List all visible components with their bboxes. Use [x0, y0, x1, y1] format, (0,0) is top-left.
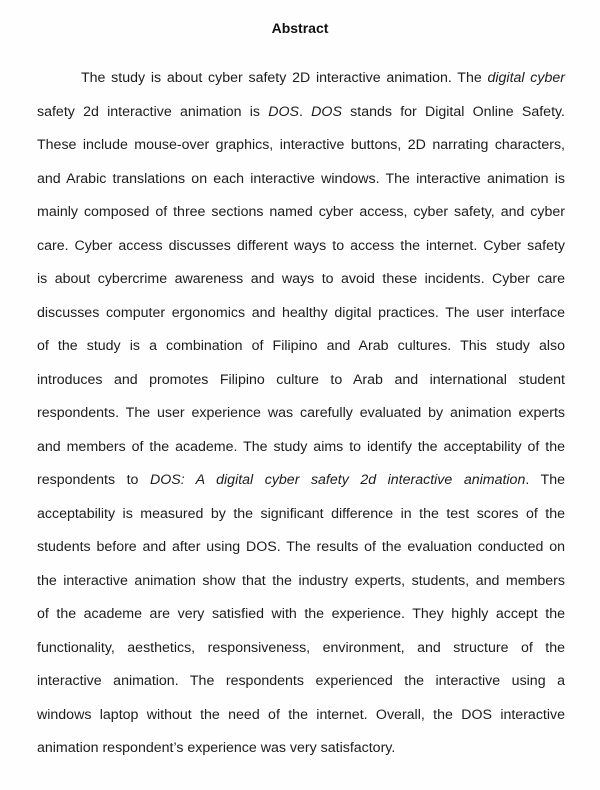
paragraph-line	[37, 263, 565, 297]
paragraph-line	[37, 732, 565, 766]
paragraph-line	[37, 498, 565, 532]
paragraph-line	[37, 632, 565, 666]
text-segment: introduces and promotes Filipino culture to Arab and international student	[37, 371, 565, 388]
text-segment: the interactive animation show that the industry experts, students, and members	[37, 572, 565, 589]
italic-text: DOS	[268, 103, 299, 120]
paragraph-line	[37, 364, 565, 398]
italic-text: DOS	[311, 103, 342, 120]
paragraph-line	[37, 531, 565, 565]
text-segment: and members of the academe. The study aims to identify the acceptability of the	[37, 438, 565, 455]
text-segment: discusses computer ergonomics and healthy digital practices. The user interface	[37, 304, 565, 321]
text-segment: and Arabic translations on each interactive windows. The interactive animation is	[37, 170, 565, 187]
text-segment: windows laptop without the need of the internet. Overall, the DOS interactive	[37, 706, 565, 723]
paragraph-line	[37, 665, 565, 699]
text-segment: is about cybercrime awareness and ways to avoid these incidents. Cyber care	[37, 271, 565, 287]
text-segment: .	[298, 103, 312, 120]
paragraph-line	[37, 196, 565, 230]
italic-text: DOS: A digital cyber safety 2d interactive animation	[149, 472, 526, 488]
text-segment: care. Cyber access discusses different ways to access the internet. Cyber safety	[37, 237, 565, 254]
text-segment: respondents to	[37, 472, 150, 488]
text-segment: of the academe are very satisfied with the experience. They highly accept the	[37, 606, 565, 622]
text-segment: respondents. The user experience was carefully evaluated by animation experts	[37, 405, 565, 421]
text-segment: of the study is a combination of Filipino and Arab cultures. This study also	[37, 338, 565, 354]
text-segment: functionality, aesthetics, responsiveness, environment, and structure of the	[37, 639, 565, 656]
text-segment: stands for Digital Online Safety.	[341, 103, 565, 120]
paragraph-line	[37, 163, 565, 197]
abstract-body	[37, 62, 565, 766]
text-segment: The study is about cyber safety 2D interactive animation. The	[81, 70, 488, 86]
paragraph-line	[37, 297, 565, 331]
abstract-heading: Abstract	[271, 20, 329, 36]
paragraph-line	[37, 565, 565, 599]
text-segment: mainly composed of three sections named cyber access, cyber safety, and cyber	[37, 204, 565, 220]
text-segment: These include mouse-over graphics, interactive buttons, 2D narrating characters,	[37, 137, 565, 153]
text-segment: acceptability is measured by the significant difference in the test scores of the	[37, 505, 565, 522]
paragraph-line	[37, 464, 565, 498]
text-segment: animation respondent’s experience was very satisfactory.	[37, 740, 396, 756]
paragraph-line	[37, 230, 565, 264]
paragraph-line	[37, 431, 565, 465]
text-segment: interactive animation. The respondents experienced the interactive using a	[37, 673, 565, 689]
text-segment: . The	[525, 472, 566, 488]
paragraph-line	[37, 397, 565, 431]
paragraph-line	[37, 62, 565, 96]
paragraph-line	[37, 330, 565, 364]
italic-text: digital cyber	[487, 70, 565, 86]
paragraph-line	[37, 699, 565, 733]
paragraph-line	[37, 598, 565, 632]
text-segment: safety 2d interactive animation is	[37, 103, 269, 120]
text-segment: students before and after using DOS. The results of the evaluation conducted on	[37, 539, 565, 555]
paragraph-line	[37, 96, 565, 130]
paragraph-line	[37, 129, 565, 163]
